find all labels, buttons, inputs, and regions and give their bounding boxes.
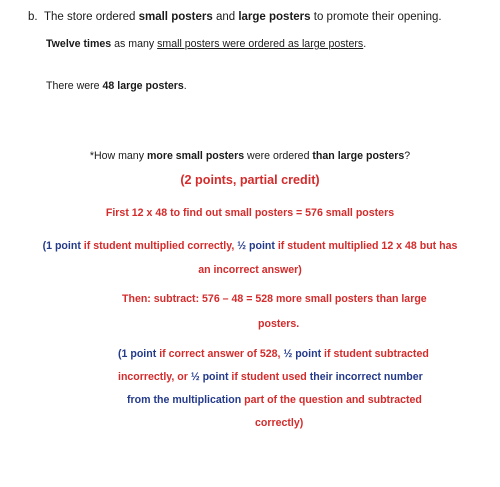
text: if student used	[228, 371, 310, 383]
step-2-line-1: Then: subtract: 576 – 48 = 528 more small posters than large	[122, 293, 427, 305]
text: and	[212, 11, 239, 23]
emphasis-small-posters: small posters	[138, 11, 213, 23]
text: if student multiplied correctly,	[80, 240, 238, 252]
emphasis-than-large-posters: than large posters	[312, 150, 405, 162]
text: (1 point	[118, 348, 157, 360]
points-label: (2 points, partial credit)	[180, 173, 320, 187]
text: if student multiplied 12 x 48 but has	[274, 240, 458, 252]
scoring-note-1-line-1	[0, 240, 500, 252]
text: *How many	[89, 150, 147, 162]
problem-line-2	[46, 38, 366, 50]
step-1: First 12 x 48 to find out small posters = 576 small posters	[105, 207, 395, 219]
scoring-note-2-line-3	[127, 394, 422, 406]
text: There were	[46, 80, 103, 92]
text: incorrectly, or	[118, 371, 191, 383]
text: ½ point	[283, 348, 322, 360]
text: part of the question and subtracted	[241, 394, 422, 406]
text: were ordered	[244, 150, 313, 162]
emphasis-twelve-times: Twelve times	[46, 38, 112, 50]
text: ½ point	[237, 240, 275, 252]
text: .	[363, 38, 367, 50]
problem-line-3	[46, 80, 187, 92]
text: .	[183, 80, 187, 92]
text: if correct answer of 528,	[156, 348, 284, 360]
emphasis-48-large-posters: 48 large posters	[102, 80, 184, 92]
text: ½ point	[190, 371, 229, 383]
text: as many	[111, 38, 158, 50]
text: from the multiplication	[127, 394, 242, 406]
emphasis-large-posters: large posters	[238, 11, 311, 23]
step-2-line-2: posters.	[258, 318, 300, 330]
underlined-relation: small posters were ordered as large posters	[157, 38, 364, 50]
problem-line-1	[28, 11, 442, 23]
emphasis-more-small-posters: more small posters	[146, 150, 245, 162]
scoring-note-2-line-4: correctly)	[255, 417, 304, 429]
scoring-note-2-line-1	[118, 348, 429, 360]
text: The store ordered	[43, 11, 139, 23]
question	[0, 150, 500, 162]
scoring-note-1-line-2: an incorrect answer)	[198, 264, 302, 276]
problem-label: b.	[28, 11, 38, 23]
text: if student subtracted	[321, 348, 429, 360]
text: their incorrect number	[309, 371, 423, 383]
text: ?	[404, 150, 411, 162]
text: to promote their opening.	[310, 11, 442, 23]
scoring-note-2-line-2	[118, 371, 423, 383]
text: (1 point	[42, 240, 81, 252]
